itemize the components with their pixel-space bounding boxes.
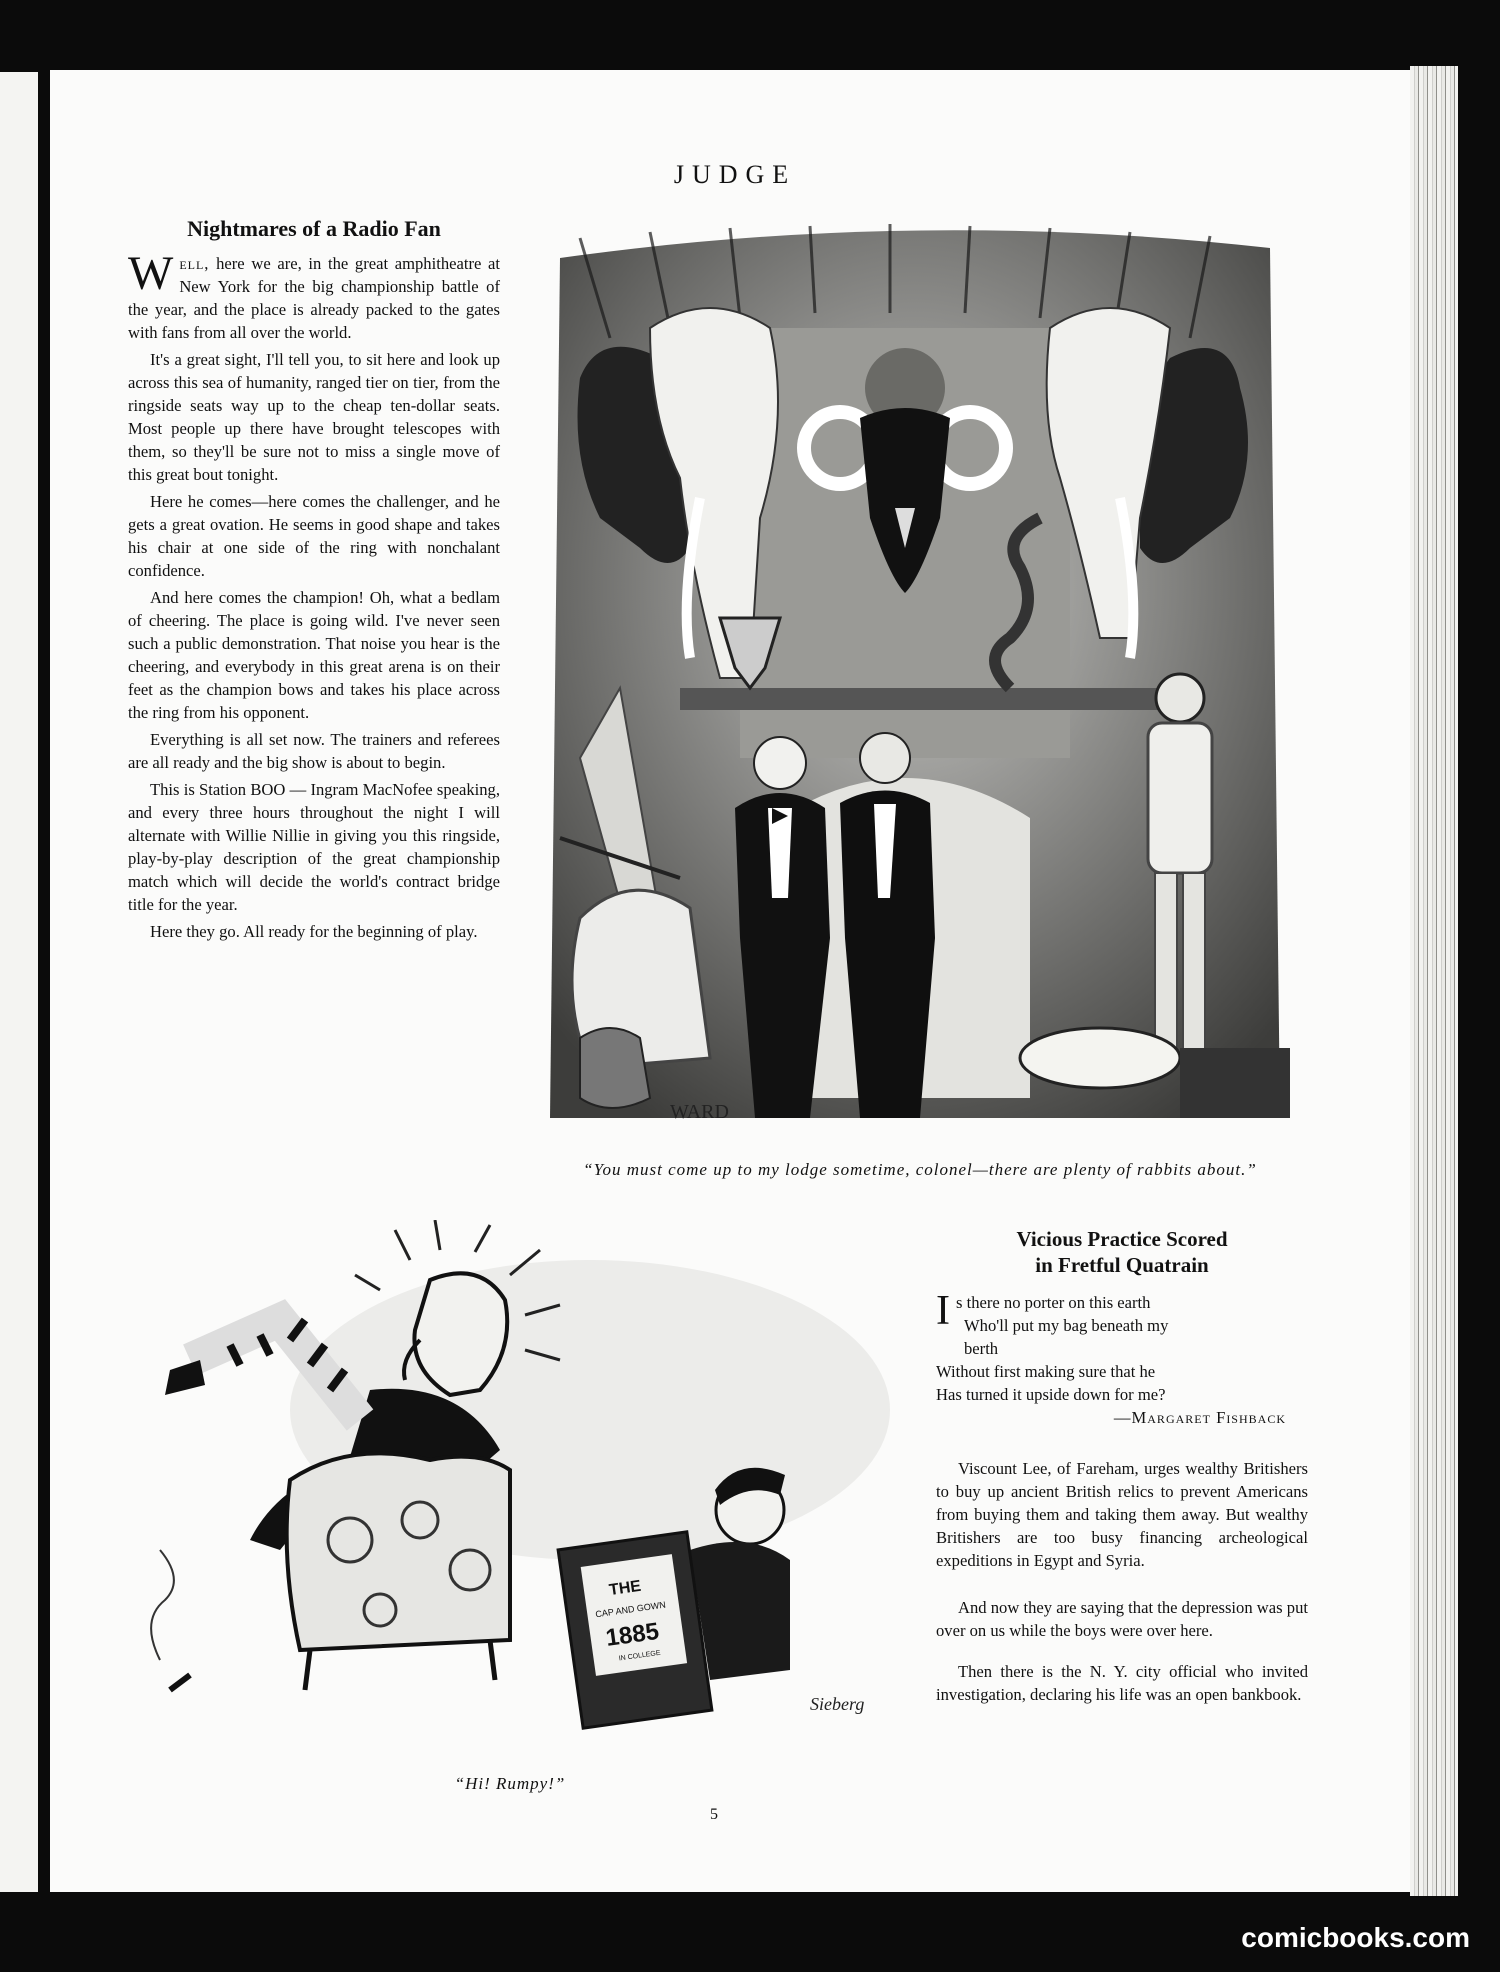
article-paragraph: And here comes the champion! Oh, what a bedlam of cheering. The place is going wild. I've never seen such a public demonstration. That noise you hear is the cheering, and everybody in this great arena is on their feet as the champion bows and takes his place across the ring from his opponent. — [128, 588, 500, 723]
cigar-smoke — [151, 1550, 174, 1660]
cartoon-trophy-room — [540, 218, 1290, 1144]
column-right — [936, 1226, 1308, 1706]
drop-cap: W — [128, 247, 174, 301]
caption-hi-rumpy: “Hi! Rumpy!” — [454, 1774, 566, 1793]
poem-line: Without first making sure that he — [936, 1361, 1156, 1381]
hi-rumpy-illustration — [130, 1220, 910, 1760]
poem-quatrain — [936, 1287, 1308, 1429]
masthead: JUDGE — [673, 160, 797, 189]
article-paragraph: Here they go. All ready for the beginning of play. — [150, 922, 478, 942]
lead-in-smallcaps: ell, — [179, 254, 210, 274]
article-paragraph: It's a great sight, I'll tell you, to sit here and look up across this sea of humanity, ranged tier on tier, from the ringside seats way up to the cheap ten-dollar seats. Most people up there have brought telescopes with them, so they'll be sure not to miss a single move of this great bout tonight. — [128, 350, 500, 485]
article-paragraph: Everything is all set now. The trainers and referees are all ready and the big show is about to begin. — [128, 730, 500, 773]
site-watermark: comicbooks.com — [1241, 1922, 1470, 1953]
polka-dot-armchair — [287, 1453, 510, 1690]
book-subtitle: CAP AND GOWN — [594, 1599, 667, 1620]
artist-signature: Sieberg — [810, 1694, 865, 1714]
poem-line: Has turned it upside down for me? — [936, 1384, 1166, 1404]
mantel — [680, 688, 1160, 710]
cartoon-hi-rumpy — [130, 1220, 910, 1760]
article-nightmares — [128, 216, 500, 947]
note-paragraph: Viscount Lee, of Fareham, urges wealthy Britishers to buy up ancient British relics to prevent Americans from buying them and taking them away. But wealthy Britishers are too busy financing archeological expeditions in Egypt and Syria. — [936, 1458, 1308, 1570]
poem-title-line: Vicious Practice Scored — [1016, 1227, 1228, 1251]
poem-line: Who'll put my bag beneath my — [964, 1315, 1169, 1335]
page-number: 5 — [710, 1806, 718, 1823]
book-fore-edges — [1410, 66, 1458, 1896]
first-paragraph-text: here we are, in the great amphitheatre at New York for the big championship battle of the year, and the place is already packed to the gates with fans from all over the world. — [128, 254, 500, 343]
article-paragraph: Here he comes—here comes the challenger, and he gets a great ovation. He seems in good shape and takes his chair at one side of the ring with nonchalant confidence. — [128, 492, 500, 581]
artist-signature: WARD — [670, 1101, 729, 1123]
pith-helmet — [1020, 1028, 1180, 1088]
yearbook — [558, 1532, 712, 1728]
cigar — [170, 1675, 190, 1690]
article-first-paragraph — [128, 247, 500, 344]
book-small-print: IN COLLEGE — [618, 1649, 661, 1663]
article-paragraph: This is Station BOO — Ingram MacNofee speaking, and every three hours throughout the night I will alternate with Willie Nillie in giving you this ringside, play-by-play description of the great championship match which will decide the world's contract bridge title for the year. — [128, 780, 500, 915]
poem-line: s there no porter on this earth — [956, 1292, 1151, 1312]
poem-title-line: in Fretful Quatrain — [1035, 1253, 1209, 1278]
poem-title — [936, 1226, 1308, 1279]
facing-page-edge — [0, 72, 38, 1892]
note-paragraph: Then there is the N. Y. city official who invited investigation, declaring his life was an open bankbook. — [936, 1661, 1308, 1704]
article-title: Nightmares of a Radio Fan — [187, 216, 441, 241]
book-title: THE — [608, 1577, 643, 1600]
poem-line: berth — [964, 1338, 999, 1358]
book-year: 1885 — [604, 1617, 661, 1652]
trophy-room-illustration — [540, 218, 1290, 1144]
caption-trophy-room: “You must come up to my lodge sometime, colonel—there are plenty of rabbits about.” — [583, 1160, 1257, 1179]
article-body — [128, 247, 500, 943]
poem-drop-cap: I — [936, 1287, 950, 1334]
suitcase — [1180, 1048, 1290, 1118]
urn — [580, 1028, 650, 1108]
note-paragraph: And now they are saying that the depression was put over on us while the boys were over here. — [936, 1597, 1308, 1640]
poem-byline: —Margaret Fishback — [1113, 1407, 1286, 1427]
